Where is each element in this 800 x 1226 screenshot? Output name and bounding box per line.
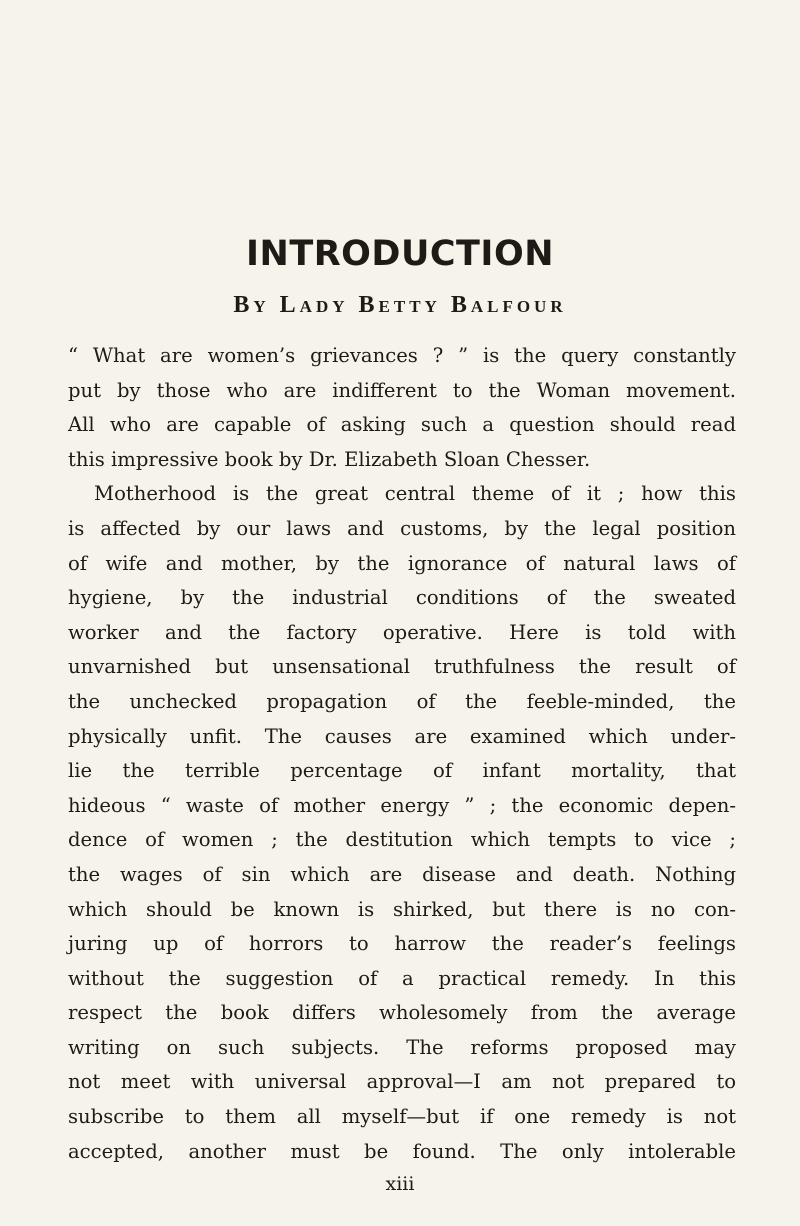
paragraph-1 — [68, 339, 736, 477]
text-line: lie the terrible percentage of infant mortality, that — [68, 759, 736, 783]
text-line: the unchecked propagation of the feeble-minded, the — [68, 689, 736, 713]
text-line: “ What are women’s grievances ? ” is the query constantly — [68, 344, 736, 367]
text-line: which should be known is shirked, but there is no con- — [68, 897, 736, 921]
body-text — [68, 339, 736, 1169]
text-line: without the suggestion of a practical remedy. In this — [68, 966, 736, 990]
text-line: dence of women ; the destitution which tempts to vice ; — [68, 828, 736, 852]
text-line: unvarnished but unsensational truthfulness the result of — [68, 655, 736, 679]
text-line: worker and the factory operative. Here is told with — [68, 620, 736, 644]
text-line: hygiene, by the industrial conditions of the sweated — [68, 586, 736, 610]
text-line: Motherhood is the great central theme of it ; how this — [94, 482, 736, 506]
page-number: xiii — [385, 1173, 415, 1195]
text-line: the wages of sin which are disease and death. Nothing — [68, 862, 736, 886]
text-line: this impressive book by Dr. Elizabeth Sloan Chesser. — [68, 447, 591, 471]
text-line: physically unfit. The causes are examined which under- — [68, 724, 736, 748]
text-line: subscribe to them all myself—but if one remedy is not — [68, 1105, 736, 1129]
text-line: juring up of horrors to harrow the reader’s feelings — [68, 932, 736, 956]
paragraph-2 — [68, 477, 736, 1169]
text-line: not meet with universal approval—I am not prepared to — [68, 1070, 736, 1094]
text-line: All who are capable of asking such a question should read — [68, 413, 736, 437]
text-line: of wife and mother, by the ignorance of natural laws of — [68, 551, 736, 575]
text-line: is affected by our laws and customs, by the legal position — [68, 516, 736, 540]
text-line: hideous “ waste of mother energy ” ; the economic depen- — [68, 793, 736, 817]
text-line: put by those who are indifferent to the Woman movement. — [68, 378, 736, 402]
text-line: respect the book differs wholesomely from the average — [68, 1001, 736, 1025]
text-line: accepted, another must be found. The only intolerable — [68, 1139, 736, 1163]
chapter-heading: INTRODUCTION — [246, 234, 554, 274]
author-byline: By Lady Betty Balfour — [233, 292, 567, 318]
text-line: writing on such subjects. The reforms proposed may — [68, 1035, 736, 1059]
